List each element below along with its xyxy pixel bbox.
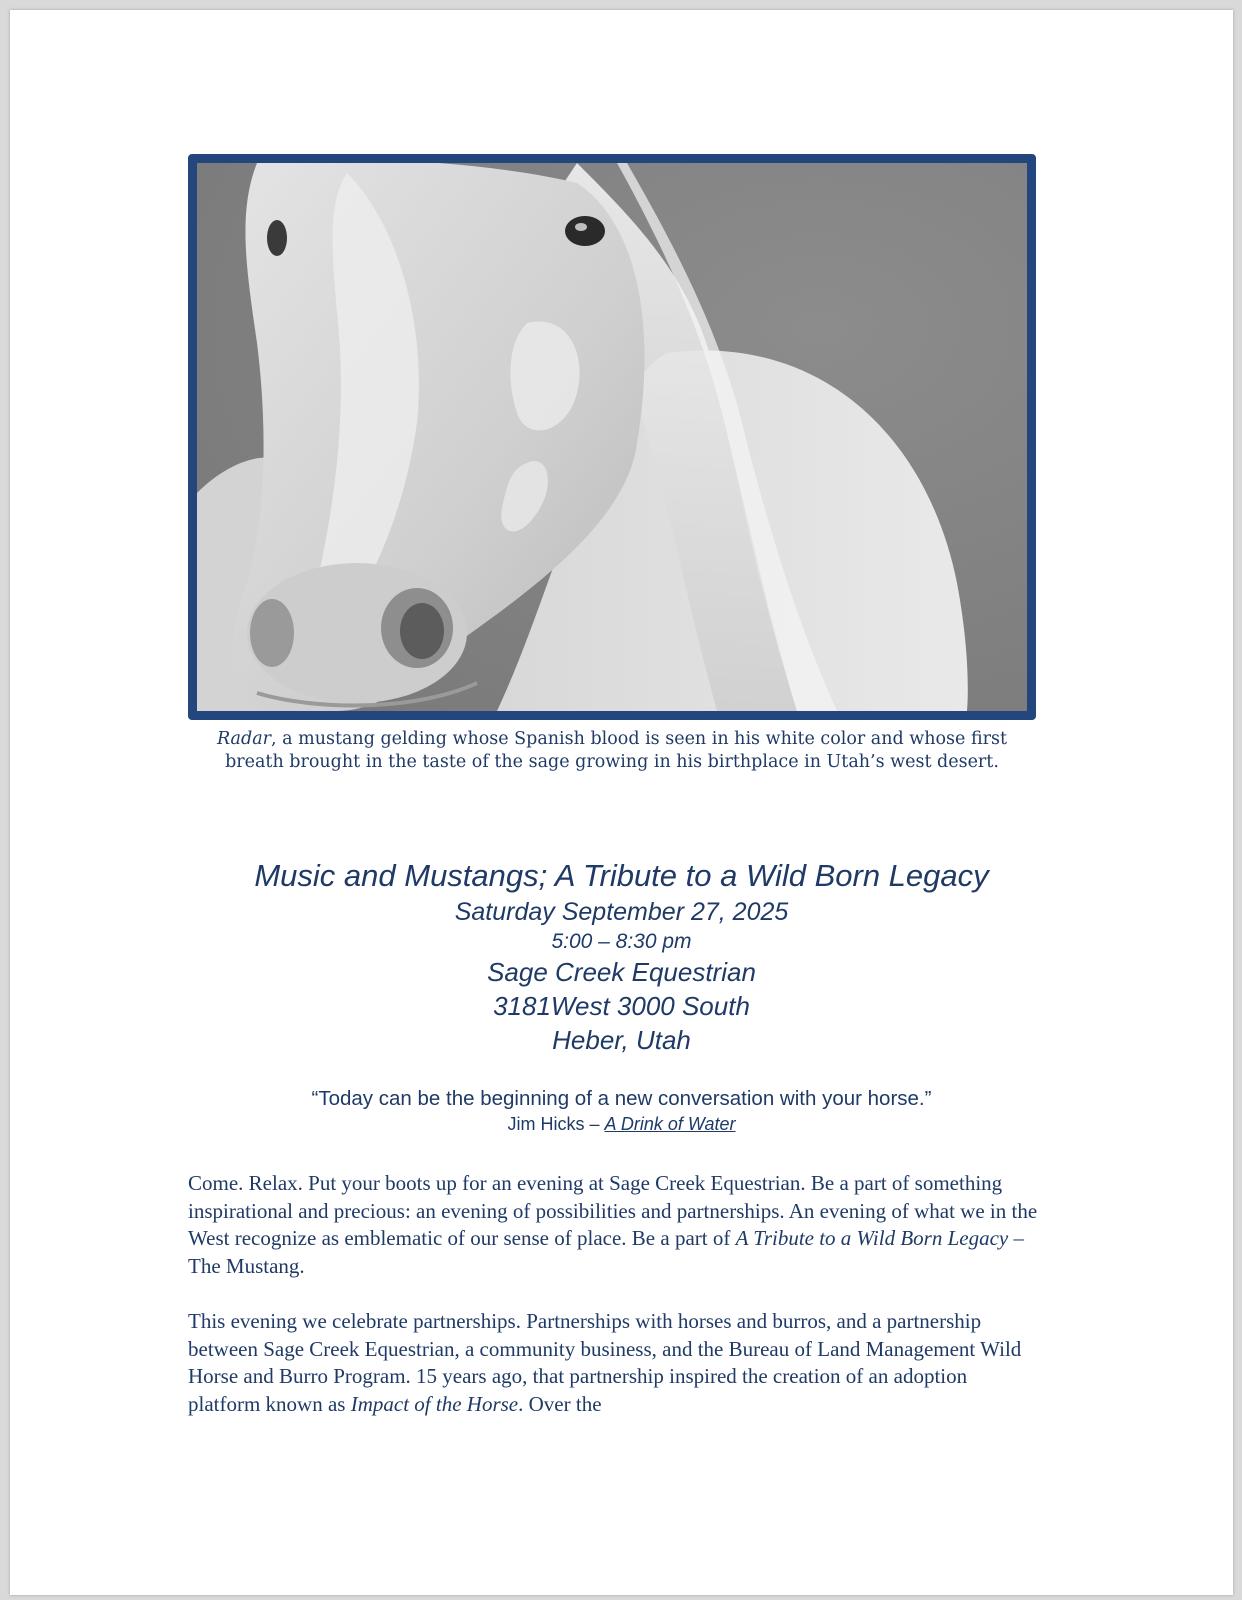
event-date: Saturday September 27, 2025 (454, 898, 789, 926)
quote-attribution (110, 1113, 1133, 1135)
event-address: 3181West 3000 South (493, 991, 750, 1021)
event-title: Music and Mustangs; A Tribute to a Wild Born Legacy (254, 858, 989, 893)
event-city: Heber, Utah (552, 1025, 691, 1055)
body-paragraph-2 (188, 1308, 1040, 1418)
event-venue: Sage Creek Equestrian (487, 957, 756, 987)
p1-text-b: – The Mustang. (188, 1226, 1024, 1278)
body-paragraph-1 (188, 1170, 1040, 1280)
event-time: 5:00 – 8:30 pm (551, 930, 692, 953)
caption-text: , a mustang gelding whose Spanish blood is seen in his white color and whose first breath brought in the taste of the sage growing in his birthplace in Utah’s west desert. (225, 729, 1007, 772)
horse-photo-image (197, 163, 1027, 711)
p1-text-a: Come. Relax. Put your boots up for an evening at Sage Creek Equestrian. Be a part of something inspirational and precious: an evening of possibilities and partnerships. An evening of what we in the West recognize as emblematic of our sense of place. Be a part of (188, 1171, 1038, 1250)
horse-photo (188, 154, 1036, 720)
p1-emphasis: A Tribute to a Wild Born Legacy (735, 1226, 1009, 1250)
caption-horse-name: Radar (216, 729, 271, 749)
quote-author: Jim Hicks – (507, 1114, 605, 1134)
quote-text: “Today can be the beginning of a new conversation with your horse.” (311, 1087, 932, 1110)
photo-caption (188, 728, 1036, 774)
document-page (10, 10, 1233, 1595)
p2-text-b: . Over the (518, 1391, 602, 1416)
p2-emphasis: Impact of the Horse (350, 1391, 519, 1416)
p2-text-a: This evening we celebrate partnerships. Partnerships with horses and burros, and a partnership between Sage Creek Equestrian, a community business, and the Bureau of Land Management Wild Horse and Burro Program. 15 years ago, that partnership inspired the creation of an adoption platform known as (188, 1309, 1022, 1416)
quote-book-title: A Drink of Water (604, 1114, 736, 1134)
